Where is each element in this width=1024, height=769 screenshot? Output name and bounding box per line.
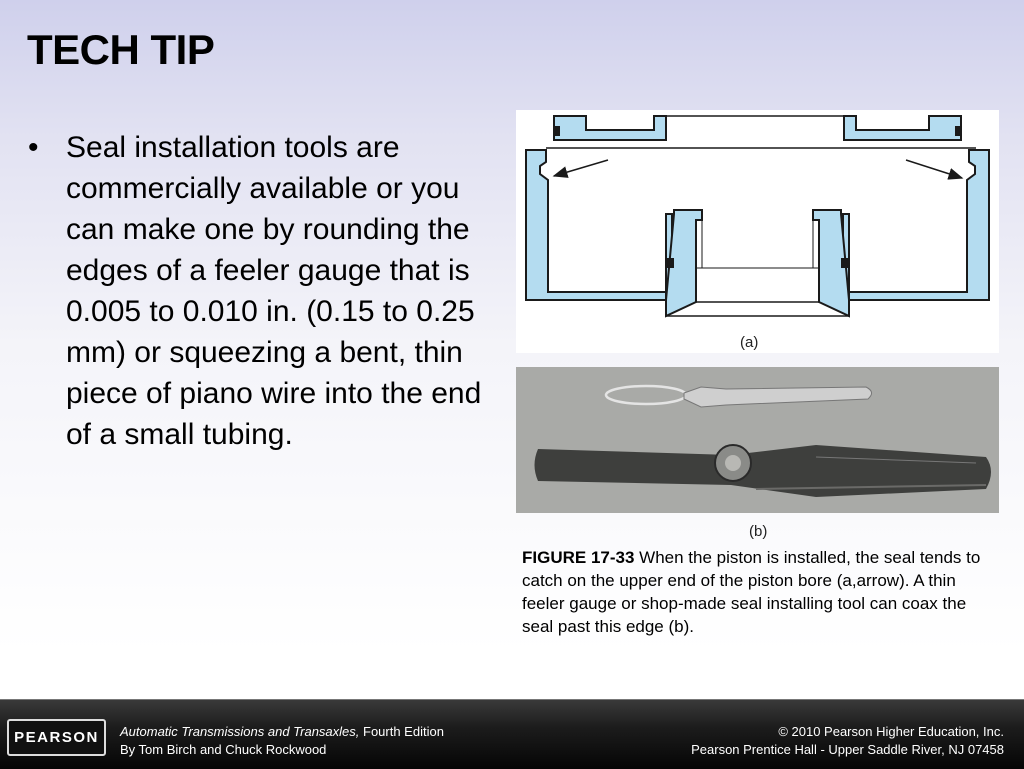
pearson-logo: PEARSON (7, 719, 106, 756)
piston-top-right (844, 116, 961, 140)
caption-text: When the piston is installed, the seal tends to catch on the upper end of the piston bore (a,arrow). A thin feeler gauge or shop-made seal installing tool can coax the seal past this edge (b). (522, 548, 981, 636)
figure-label-b: (b) (749, 523, 768, 540)
arrow-left (554, 160, 608, 176)
book-title: Automatic Transmissions and Transaxles, (120, 724, 360, 739)
footer-publisher-info (691, 723, 1004, 759)
bullet-text: Seal installation tools are commercially available or you can make one by rounding the edges of a feeler gauge that is 0.005 to 0.010 in. (0.15 to 0.25 mm) or squeezing a bent, thin piece of piano wire into the end of a small tubing. (66, 131, 482, 451)
publisher: Pearson Prentice Hall - Upper Saddle River, NJ 07458 (691, 742, 1004, 757)
bullet-marker: • (28, 131, 39, 164)
book-authors: By Tom Birch and Chuck Rockwood (120, 742, 327, 757)
figure-b-photo (516, 367, 999, 513)
bullet-list (28, 127, 498, 455)
figure-caption (522, 546, 992, 638)
piston-cross-section (516, 110, 999, 353)
housing (526, 150, 682, 300)
slide-title: TECH TIP (27, 26, 215, 73)
tool-photo (516, 367, 999, 513)
arrow-right (906, 160, 962, 178)
figure-label-a: (a) (740, 334, 759, 351)
footer-bar (0, 699, 1024, 769)
book-edition: Fourth Edition (359, 724, 444, 739)
footer-book-info (120, 723, 444, 759)
piston-top-left (554, 116, 666, 140)
figure-a-diagram (516, 110, 999, 353)
copyright: © 2010 Pearson Higher Education, Inc. (778, 724, 1004, 739)
figure-number: FIGURE 17-33 (522, 548, 635, 567)
